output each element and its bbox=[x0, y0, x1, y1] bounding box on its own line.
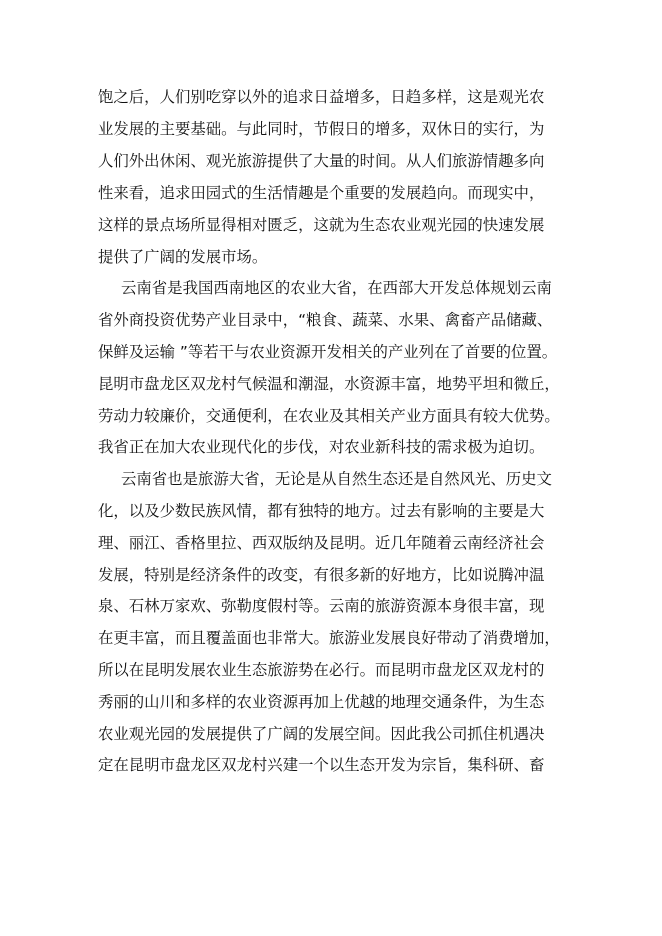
text-line bbox=[0, 275, 662, 301]
text-line bbox=[0, 657, 662, 683]
text-line-content: 保鲜及运输 ”等若干与农业资源开发相关的产业列在了首要的位置。 bbox=[98, 343, 558, 361]
text-line bbox=[0, 498, 662, 524]
text-line-content: 化，以及少数民族风情，都有独特的地方。过去有影响的主要是大 bbox=[98, 502, 545, 520]
text-line-content: 泉、石林万家欢、弥勒度假村等。云南的旅游资源本身很丰富，现 bbox=[98, 597, 545, 615]
text-line bbox=[0, 466, 662, 492]
text-line bbox=[0, 371, 662, 397]
text-line-content: 秀丽的山川和多样的农业资源再加上优越的地理交通条件，为生态 bbox=[98, 693, 545, 711]
text-line bbox=[0, 434, 662, 460]
text-line bbox=[0, 244, 662, 270]
text-line bbox=[0, 689, 662, 715]
text-line bbox=[0, 721, 662, 747]
text-line-content: 提供了广阔的发展市场。 bbox=[98, 248, 268, 266]
text-line-content: 我省正在加大农业现代化的步伐，对农业新科技的需求极为迫切。 bbox=[98, 438, 545, 456]
text-line bbox=[0, 307, 662, 333]
text-line-content: 在更丰富，而且覆盖面也非常大。旅游业发展良好带动了消费增加， bbox=[98, 629, 560, 647]
text-line bbox=[0, 339, 662, 365]
paragraph-first-line: 云南省是我国西南地区的农业大省，在西部大开发总体规划云南 bbox=[121, 279, 552, 297]
text-line bbox=[0, 562, 662, 588]
text-line bbox=[0, 752, 662, 778]
text-line-content: 理、丽江、香格里拉、西双版纳及昆明。近几年随着云南经济社会 bbox=[98, 534, 545, 552]
text-line-content: 农业观光园的发展提供了广阔的发展空间。因此我公司抓住机遇决 bbox=[98, 725, 545, 743]
text-line bbox=[0, 180, 662, 206]
text-line-content: 业发展的主要基础。与此同时，节假日的增多，双休日的实行，为 bbox=[98, 120, 545, 138]
text-line bbox=[0, 625, 662, 651]
text-line-content: 性来看，追求田园式的生活情趣是个重要的发展趋向。而现实中， bbox=[98, 184, 545, 202]
text-line bbox=[0, 212, 662, 238]
text-line-content: 饱之后，人们别吃穿以外的追求日益增多，日趋多样，这是观光农 bbox=[98, 88, 545, 106]
text-line bbox=[0, 148, 662, 174]
text-line-content: 劳动力较廉价，交通便利，在农业及其相关产业方面具有较大优势。 bbox=[98, 407, 560, 425]
text-line bbox=[0, 530, 662, 556]
text-line bbox=[0, 403, 662, 429]
paragraph-first-line: 云南省也是旅游大省，无论是从自然生态还是自然风光、历史文 bbox=[121, 470, 552, 488]
text-line-content: 发展，特别是经济条件的改变，有很多新的好地方，比如说腾冲温 bbox=[98, 566, 545, 584]
text-line bbox=[0, 593, 662, 619]
text-line-content: 所以在昆明发展农业生态旅游势在必行。而昆明市盘龙区双龙村的 bbox=[98, 661, 545, 679]
text-line bbox=[0, 84, 662, 110]
text-line-content: 人们外出休闲、观光旅游提供了大量的时间。从人们旅游情趣多向 bbox=[98, 152, 545, 170]
text-line-content: 省外商投资优势产业目录中，“粮食、蔬菜、水果、禽畜产品储藏、 bbox=[98, 311, 553, 329]
text-line-content: 定在昆明市盘龙区双龙村兴建一个以生态开发为宗旨，集科研、畜 bbox=[98, 756, 545, 774]
text-line-content: 这样的景点场所显得相对匮乏，这就为生态农业观光园的快速发展 bbox=[98, 216, 545, 234]
text-line-content: 昆明市盘龙区双龙村气候温和潮湿，水资源丰富，地势平坦和微丘， bbox=[98, 375, 560, 393]
text-line bbox=[0, 116, 662, 142]
